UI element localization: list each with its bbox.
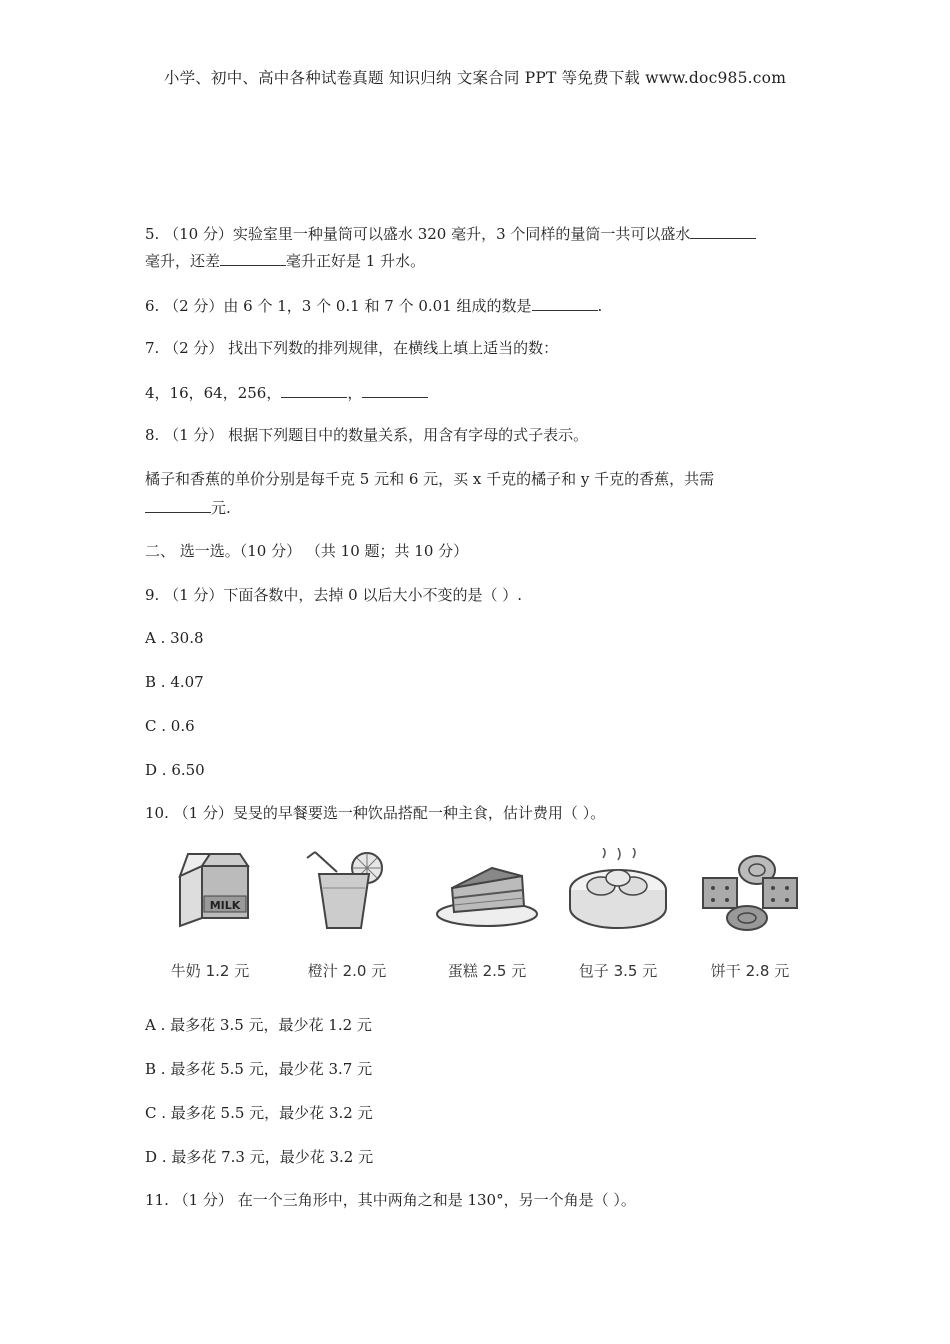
orange-juice-price: 橙汁 2.0 元: [307, 962, 387, 980]
answer-blank[interactable]: [362, 382, 428, 398]
orange-juice-icon: [297, 848, 397, 934]
question-5-text-2a: 毫升，还差: [145, 252, 221, 270]
breakfast-menu: [150, 848, 810, 988]
question-7-title: 7. （2 分） 找出下列数的排列规律，在横线上填上适当的数：: [145, 339, 559, 357]
milk-label: MILK: [209, 899, 241, 912]
answer-blank[interactable]: [532, 295, 598, 311]
milk-price: 牛奶 1.2 元: [170, 962, 250, 980]
steamed-bun-icon: [563, 848, 673, 934]
option-d[interactable]: D . 最多花 7.3 元，最少花 3.2 元: [145, 1148, 374, 1166]
steamed-bun-price: 包子 3.5 元: [578, 962, 658, 980]
option-c[interactable]: C . 0.6: [145, 717, 195, 735]
menu-item-cake: [432, 848, 542, 988]
menu-item-milk: [155, 848, 265, 988]
question-5-text-2b: 毫升正好是 1 升水。: [286, 252, 426, 270]
question-5-line-1: [145, 223, 756, 244]
option-a[interactable]: A . 最多花 3.5 元，最少花 1.2 元: [145, 1016, 372, 1034]
question-5-text: 5. （10 分）实验室里一种量筒可以盛水 320 毫升，3 个同样的量筒一共可以盛水: [145, 225, 691, 243]
sequence-text: 4，16，64，256，: [145, 384, 282, 402]
question-7-sequence: [145, 382, 428, 403]
option-b[interactable]: B . 最多花 5.5 元，最少花 3.7 元: [145, 1060, 373, 1078]
menu-item-steamed-bun: [563, 848, 673, 988]
cake-icon: [432, 848, 542, 934]
biscuit-price: 饼干 2.8 元: [710, 962, 790, 980]
cake-price: 蛋糕 2.5 元: [447, 962, 527, 980]
question-8-body: 橘子和香蕉的单价分别是每千克 5 元和 6 元，买 x 千克的橘子和 y 千克的香蕉，共需: [145, 470, 715, 488]
biscuit-icon: [695, 848, 805, 934]
menu-item-orange-juice: [292, 848, 402, 988]
answer-blank[interactable]: [145, 497, 211, 513]
option-b[interactable]: B . 4.07: [145, 673, 204, 691]
option-d[interactable]: D . 6.50: [145, 761, 205, 779]
answer-blank[interactable]: [281, 382, 347, 398]
question-8-answer-line: [145, 497, 231, 518]
question-9-title: 9. （1 分）下面各数中，去掉 0 以后大小不变的是（ ）.: [145, 586, 523, 604]
menu-item-biscuit: [695, 848, 805, 988]
sequence-separator: ，: [347, 384, 363, 402]
page-header: 小学、初中、高中各种试卷真题 知识归纳 文案合同 PPT 等免费下载 www.doc985.com: [163, 69, 787, 87]
question-11-title: 11. （1 分） 在一个三角形中，其中两角之和是 130°，另一个角是（ ）。: [145, 1191, 636, 1209]
question-8-title: 8. （1 分） 根据下列题目中的数量关系，用含有字母的式子表示。: [145, 426, 589, 444]
milk-carton-icon: [160, 848, 260, 928]
question-6-text: 6. （2 分）由 6 个 1，3 个 0.1 和 7 个 0.01 组成的数是: [145, 297, 532, 315]
answer-blank[interactable]: [690, 223, 756, 239]
section-heading: 二、 选一选。（10 分） （共 10 题；共 10 分）: [145, 542, 469, 560]
option-c[interactable]: C . 最多花 5.5 元，最少花 3.2 元: [145, 1104, 373, 1122]
question-6: [145, 295, 602, 316]
answer-blank[interactable]: [220, 250, 286, 266]
question-10-title: 10. （1 分）旻旻的早餐要选一种饮品搭配一种主食，估计费用（ ）。: [145, 804, 606, 822]
question-6-end: .: [597, 297, 603, 315]
option-a[interactable]: A . 30.8: [145, 629, 204, 647]
question-8-end: 元.: [211, 499, 231, 517]
question-5-line-2: [145, 250, 425, 271]
